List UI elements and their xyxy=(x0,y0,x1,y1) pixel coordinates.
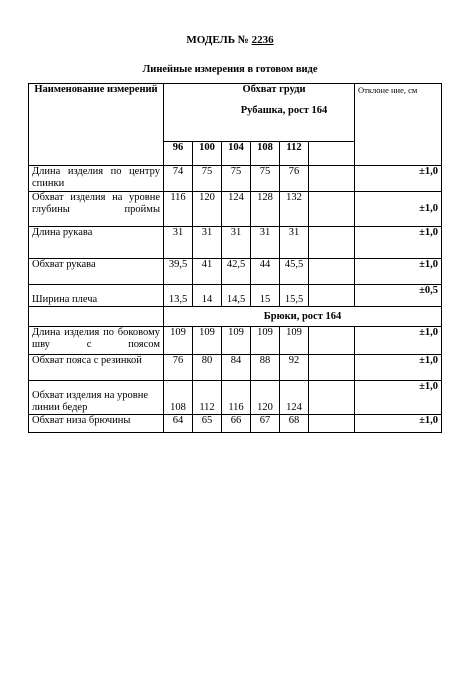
deviation-column-header: Отклоне ние, см xyxy=(355,84,442,166)
measurement-value: 120 xyxy=(193,192,222,227)
model-label: МОДЕЛЬ № xyxy=(186,34,249,46)
section-header-row xyxy=(29,307,442,327)
girth-header-cell xyxy=(164,84,355,142)
measurement-value: 65 xyxy=(193,415,222,433)
tolerance-value: ±1,0 xyxy=(355,381,442,415)
empty-header-cell xyxy=(309,142,355,166)
measurement-name: Обхват пояса с резинкой xyxy=(29,355,164,381)
measurement-name: Обхват рукава xyxy=(29,259,164,285)
measurement-value: 45,5 xyxy=(280,259,309,285)
measurement-value: 64 xyxy=(164,415,193,433)
measurement-value: 41 xyxy=(193,259,222,285)
size-header: 96 xyxy=(164,142,193,166)
measurement-value: 44 xyxy=(251,259,280,285)
measurement-value: 74 xyxy=(164,166,193,192)
measurement-value: 42,5 xyxy=(222,259,251,285)
empty-cell xyxy=(309,355,355,381)
empty-cell xyxy=(309,381,355,415)
table-row xyxy=(29,415,442,433)
empty-cell xyxy=(309,192,355,227)
measurement-value: 31 xyxy=(193,227,222,259)
measurement-value: 31 xyxy=(251,227,280,259)
tolerance-value: ±1,0 xyxy=(355,259,442,285)
measurement-value: 109 xyxy=(222,327,251,355)
model-number: 2236 xyxy=(251,34,274,46)
measurement-value: 68 xyxy=(280,415,309,433)
tolerance-value: ±1,0 xyxy=(355,327,442,355)
measurement-value: 15 xyxy=(251,285,280,307)
tolerance-value: ±1,0 xyxy=(355,166,442,192)
table-row xyxy=(29,381,442,415)
measurement-name: Обхват низа брючины xyxy=(29,415,164,433)
table-row xyxy=(29,259,442,285)
table-row xyxy=(29,355,442,381)
table-row xyxy=(29,192,442,227)
pants-header: Брюки, рост 164 xyxy=(164,307,442,327)
size-header: 100 xyxy=(193,142,222,166)
table-row xyxy=(29,285,442,307)
measurement-value: 67 xyxy=(251,415,280,433)
size-header: 104 xyxy=(222,142,251,166)
measurement-value: 76 xyxy=(280,166,309,192)
size-header: 112 xyxy=(280,142,309,166)
measurement-value: 66 xyxy=(222,415,251,433)
measurement-value: 76 xyxy=(164,355,193,381)
size-header: 108 xyxy=(251,142,280,166)
measurement-value: 108 xyxy=(164,381,193,415)
measurement-value: 39,5 xyxy=(164,259,193,285)
document-subtitle: Линейные измерения в готовом виде xyxy=(142,64,318,75)
empty-cell xyxy=(309,227,355,259)
measurement-value: 92 xyxy=(280,355,309,381)
table-row xyxy=(29,166,442,192)
measurement-value: 132 xyxy=(280,192,309,227)
measurement-value: 31 xyxy=(164,227,193,259)
tolerance-value: ±1,0 xyxy=(355,415,442,433)
measurements-table xyxy=(28,83,442,433)
tolerance-value: ±0,5 xyxy=(355,285,442,307)
measurement-value: 112 xyxy=(193,381,222,415)
measurement-value: 128 xyxy=(251,192,280,227)
measurement-value: 120 xyxy=(251,381,280,415)
measurement-value: 116 xyxy=(164,192,193,227)
measurement-name: Длина изделия по центру спинки xyxy=(29,166,164,192)
measurement-name: Обхват изделия на уровне линии бедер xyxy=(29,381,164,415)
measurement-value: 109 xyxy=(193,327,222,355)
empty-cell xyxy=(309,259,355,285)
measurement-value: 13,5 xyxy=(164,285,193,307)
empty-cell xyxy=(29,307,164,327)
name-column-header: Наименование измерений xyxy=(29,84,164,166)
measurement-value: 14 xyxy=(193,285,222,307)
measurement-value: 116 xyxy=(222,381,251,415)
shirt-header: Рубашка, рост 164 xyxy=(240,105,328,116)
measurement-name: Ширина плеча xyxy=(29,285,164,307)
tolerance-value: ±1,0 xyxy=(355,227,442,259)
measurement-value: 109 xyxy=(164,327,193,355)
empty-cell xyxy=(309,327,355,355)
empty-cell xyxy=(309,166,355,192)
measurement-name: Обхват изделия на уровне глубины проймы xyxy=(29,192,164,227)
measurement-value: 124 xyxy=(222,192,251,227)
measurement-value: 109 xyxy=(280,327,309,355)
measurement-value: 84 xyxy=(222,355,251,381)
table-row xyxy=(29,227,442,259)
measurement-value: 75 xyxy=(251,166,280,192)
measurement-value: 124 xyxy=(280,381,309,415)
tolerance-value: ±1,0 xyxy=(355,192,442,227)
measurement-value: 80 xyxy=(193,355,222,381)
tolerance-value: ±1,0 xyxy=(355,355,442,381)
measurement-name: Длина рукава xyxy=(29,227,164,259)
model-title xyxy=(0,34,460,46)
measurement-value: 31 xyxy=(222,227,251,259)
measurement-name: Длина изделия по боковому шву с поясом xyxy=(29,327,164,355)
measurement-value: 75 xyxy=(193,166,222,192)
measurement-value: 15,5 xyxy=(280,285,309,307)
empty-cell xyxy=(309,415,355,433)
empty-cell xyxy=(309,285,355,307)
measurement-value: 14,5 xyxy=(222,285,251,307)
measurement-value: 88 xyxy=(251,355,280,381)
girth-header: Обхват груди xyxy=(242,84,306,95)
table-row xyxy=(29,327,442,355)
measurement-value: 75 xyxy=(222,166,251,192)
measurement-value: 31 xyxy=(280,227,309,259)
measurement-value: 109 xyxy=(251,327,280,355)
